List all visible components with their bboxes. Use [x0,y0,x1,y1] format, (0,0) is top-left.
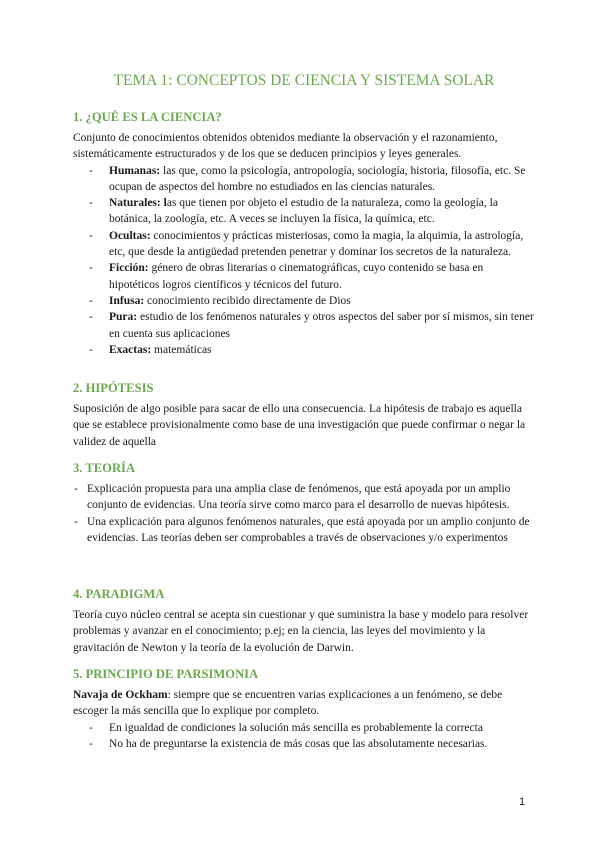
section-text: Teoría cuyo núcleo central se acepta sin cuestionar y que suministra la base y modelo para resolver problemas y avanzar en el conocimiento; p.ej; en la ciencia, las leyes del movimiento y la gravitación de Newton y la teoría de la evolución de Darwin. [73,609,529,654]
list-item [73,720,535,736]
list-item [73,309,535,342]
dash-bullet: - [89,262,93,275]
section-principio-de-parsimonia [73,666,535,752]
section-teoria [73,460,535,546]
item-text: género de obras literarias o cinematográficas, cuyo contenido se basa en hipotéticos logros científicos y técnicos del futuro. [109,262,484,291]
section-heading: 3. TEORÍA [73,461,136,475]
item-term: Exactas: [109,343,152,356]
dash-bullet: - [74,483,78,495]
section-heading: 1. ¿QUÉ ES LA CIENCIA? [73,110,222,124]
section-intro: Conjunto de conocimientos obtenidos obtenidos mediante la observación y el razonamiento, sistemáticamente estructurados y de los que se deducen principios y leyes generales. [73,132,498,161]
item-term: Pura: [109,311,138,324]
item-text: estudio de los fenómenos naturales y otros aspectos del saber por sí mismos, sin tener en cuenta sus aplicaciones [109,311,534,340]
item-term: Ficción: [109,262,149,275]
ockham-term: Navaja de Ockham [73,689,168,701]
list-item [73,228,535,261]
section-heading: 5. PRINCIPIO DE PARSIMONIA [73,667,259,681]
section-paradigma [73,586,535,656]
item-text: conocimiento recibido directamente de Dios [144,294,351,307]
page-number: 1 [519,796,526,808]
ockham-definition: : siempre que se encuentren varias explicaciones a un fenómeno, se debe escoger la más sencilla que lo explique por completo. [73,689,503,718]
parsimony-list [73,720,535,753]
dash-bullet: - [89,294,93,307]
item-text: las que, como la psicología, antropología, sociología, historia, filosofía, etc. Se ocupan de aspectos del hombre no estudiados en las ciencias naturales. [109,164,526,193]
list-item [73,260,535,293]
item-text: Una explicación para algunos fenómenos naturales, que está apoyada por un amplio conjunto de evidencias. Las teorías deben ser comprobables a través de observaciones y/o experimentos [87,515,530,544]
item-text: No ha de preguntarse la existencia de más cosas que las absolutamente necesarias. [109,737,488,750]
item-text: as que tienen por objeto el estudio de la naturaleza, como la geología, la botánica, la zoología, etc. A veces se incluyen la física, la química, etc. [109,197,498,226]
list-item [73,342,535,358]
item-text: Explicación propuesta para una amplia clase de fenómenos, que está apoyada por un amplio conjunto de evidencias. Una teoría sirve como marco para el desarrollo de nuevas hipótesis. [87,483,511,512]
document-title: TEMA 1: CONCEPTOS DE CIENCIA Y SISTEMA SOLAR [113,72,495,89]
dash-bullet: - [89,229,93,242]
dash-bullet: - [89,197,93,210]
item-term: Naturales: l [109,197,167,210]
theory-list [73,481,535,546]
list-item [73,481,535,514]
list-item [73,163,535,196]
item-term: Ocultas: [109,229,151,242]
dash-bullet: - [89,164,93,177]
list-item [73,514,535,547]
list-item [73,736,535,752]
item-text: conocimientos y prácticas misteriosas, como la magia, la alquimia, la astrología, etc, que desde la antigüedad pretenden penetrar y dominar los secretos de la naturaleza. [109,229,524,259]
list-item [73,195,535,228]
dash-bullet: - [74,515,78,528]
dash-bullet: - [89,343,93,356]
section-que-es-la-ciencia [73,109,535,358]
dash-bullet: - [89,721,93,734]
section-heading: 2. HIPÓTESIS [73,381,154,395]
item-term: Humanas: [109,164,161,177]
section-heading: 4. PARADIGMA [73,587,165,601]
section-hipotesis [73,380,535,450]
list-item [73,293,535,309]
item-text: matemáticas [151,343,212,356]
science-types-list [73,163,535,359]
item-term: Infusa: [109,294,145,307]
section-text: Suposición de algo posible para sacar de ello una consecuencia. La hipótesis de trabajo es aquella que se establece provisionalmente como base de una investigación que puede confirmar o negar la validez de aquella [73,403,526,448]
dash-bullet: - [89,311,93,324]
dash-bullet: - [89,737,93,750]
section-text [73,687,535,720]
item-text: En igualdad de condiciones la solución más sencilla es probablemente la correcta [109,721,483,734]
